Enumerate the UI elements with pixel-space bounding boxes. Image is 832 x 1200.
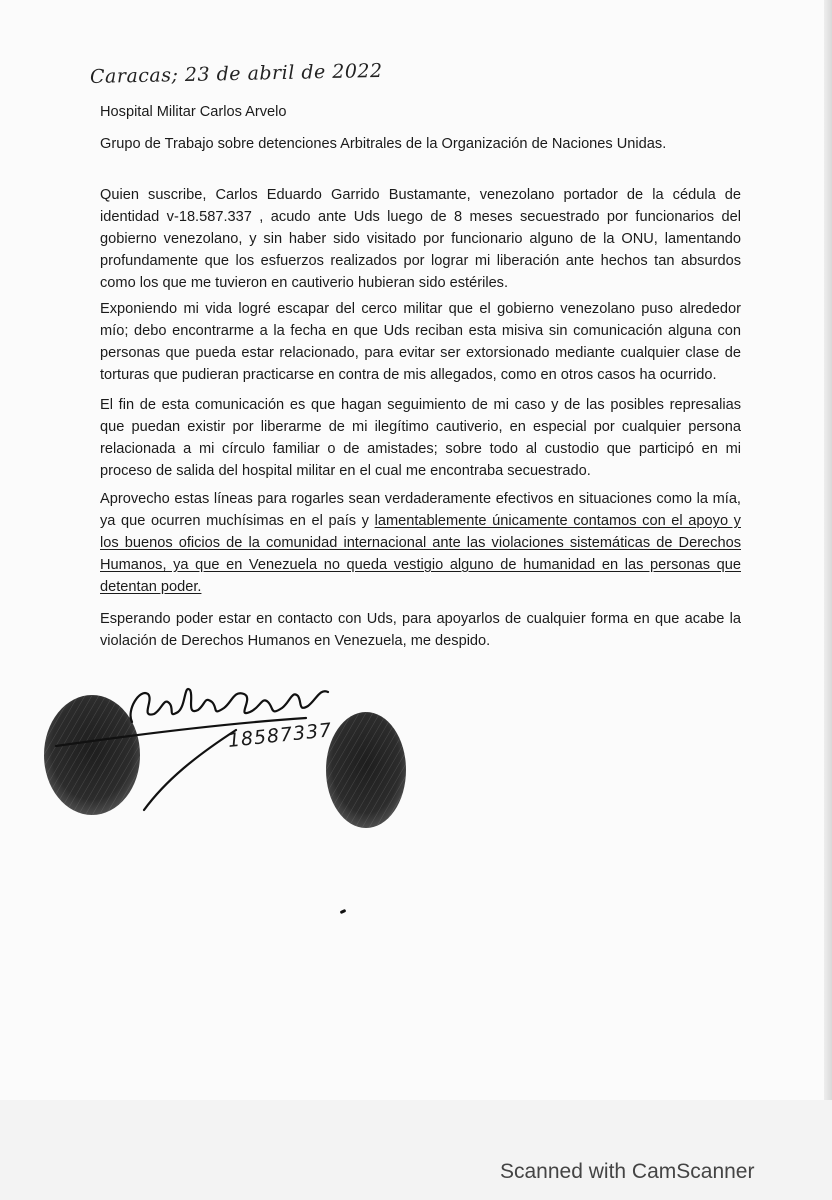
appeal-text: Aprovecho estas líneas para rogarles sean verdaderamente efectivos en situaciones como la mía, ya que ocurren muchísimas en el país y <box>100 491 741 529</box>
recipient-un-group: Grupo de Trabajo sobre detenciones Arbitrales de la Organización de Naciones Unidas. <box>100 136 667 152</box>
left-fingerprint <box>44 695 140 815</box>
paragraph-purpose: El fin de esta comunicación es que hagan seguimiento de mi caso y de las posibles represalias que puedan existir por liberarme de mi ilegítimo cautiverio, en especial por cualquier persona relacionada a mi círculo familiar o de amistades; sobre todo al custodio que participó en mi proceso de salida del hospital militar en el cual me encontraba secuestrado. <box>100 397 741 479</box>
paragraph-closing: Esperando poder estar en contacto con Uds, para apoyarlos de cualquier forma en que acabe la violación de Derechos Humanos en Venezuela, me despido. <box>100 611 741 649</box>
paragraph-escape: Exponiendo mi vida logré escapar del cerco militar que el gobierno venezolano puso alrededor mío; debo encontrarme a la fecha en que Uds reciban esta misiva sin comunicación alguna con personas que pueda estar relacionado, para evitar ser extorsionado mediante cualquier clase de torturas que pudieran practicarse en contra de mis allegados, como en otros casos ha ocurrido. <box>100 301 741 383</box>
recipient-hospital: Hospital Militar Carlos Arvelo <box>100 104 287 120</box>
paragraph-appeal <box>100 488 741 598</box>
handwritten-id-number: 18587337 <box>226 719 334 752</box>
appeal-underlined-text: lamentablemente únicamente contamos con el apoyo y los buenos oficios de la comunidad internacional ante las violaciones sistemáticas de Derechos Humanos, ya que en Venezuela no queda vestigio alguno de humanidad en las personas que detentan poder. <box>100 513 741 595</box>
page-edge-shadow <box>824 0 832 1100</box>
paragraph-introduction: Quien suscribe, Carlos Eduardo Garrido Bustamante, venezolano portador de la cédula de identidad v-18.587.337 , acudo ante Uds luego de 8 meses secuestrado por funcionarios del gobierno venezolano, y sin haber sido visitado por funcionario alguno de la ONU, lamentando profundamente que los esfuerzos realizados por lograr mi liberación ante hechos tan absurdos como los que me tuvieron en cautiverio hubieran sido estériles. <box>100 187 741 291</box>
right-fingerprint <box>326 712 406 828</box>
camscanner-watermark: Scanned with CamScanner <box>500 1160 755 1183</box>
handwritten-date: Caracas; 23 de abril de 2022 <box>89 59 383 88</box>
